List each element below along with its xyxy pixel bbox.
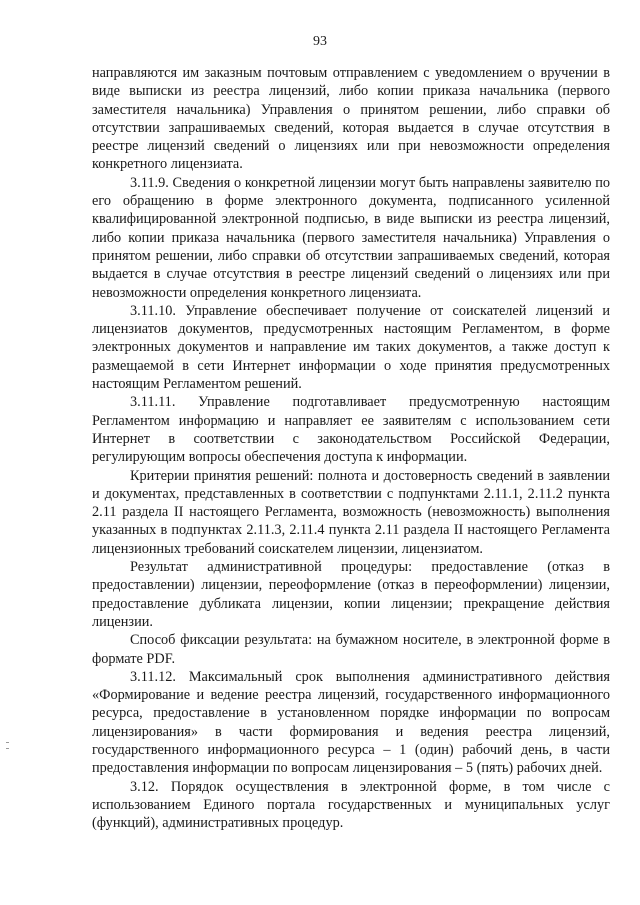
paragraph-3-11-11: 3.11.11. Управление подготавливает предусмотренную настоящим Регламентом информацию и направляет ее заявителям с использованием сети Интернет в соответствии с законодательством Российской Федерации, регулирующим вопросы обеспечения доступа к информации. [92, 394, 610, 466]
paragraph-procedure-result: Результат административной процедуры: предоставление (отказ в предоставлении) лицензии, переоформление (отказ в переоформлении) лицензии, предоставление дубликата лицензии, копии лицензии; прекращение действия лицензии. [92, 559, 610, 630]
document-body [92, 64, 610, 832]
paragraph-result-recording: Способ фиксации результата: на бумажном носителе, в электронной форме в формате PDF. [92, 632, 610, 667]
paragraph-3-11-9: 3.11.9. Сведения о конкретной лицензии могут быть направлены заявителю по его обращению в форме электронного документа, подписанного усиленной квалифицированной электронной подписью, в виде выписки из реестра лицензий, либо копии приказа начальника (первого заместителя начальника) Управления о принятом решении, либо справки об отсутствии запрашиваемых сведений, которая выдается в случае отсутствия в реестре лицензий сведений о лицензиях или при невозможности определения конкретного лицензиата. [92, 174, 610, 301]
paragraph-3-12: 3.12. Порядок осуществления в электронной форме, в том числе с использованием Единого портала государственных и муниципальных услуг (функций), административных процедур. [92, 778, 610, 832]
scan-artifact [6, 748, 9, 749]
scan-artifact [6, 742, 9, 743]
paragraph-continuation: направляются им заказным почтовым отправлением с уведомлением о вручении в виде выписки из реестра лицензий, либо копии приказа начальника (первого заместителя начальника) Управления о принятом решении, либо справки об отсутствии запрашиваемых сведений, которая выдается в случае отсутствия в реестре лицензий сведений о лицензиях или при невозможности определения конкретного лицензиата. [92, 65, 610, 173]
paragraph-decision-criteria: Критерии принятия решений: полнота и достоверность сведений в заявлении и документах, представленных в соответствии с подпунктами 2.11.1, 2.11.2 пункта 2.11 раздела II настоящего Регламента, возможность (невозможность) выполнения указанных в подпунктах 2.11.3, 2.11.4 пункта 2.11 раздела II настоящего Регламента лицензионных требований соискателем лицензии, лицензиатом. [92, 467, 610, 557]
paragraph-3-11-12: 3.11.12. Максимальный срок выполнения административного действия «Формирование и ведение реестра лицензий, государственного информационного ресурса, предоставление в установленном порядке информации по вопросам лицензирования» в части формирования и ведения реестра лицензий, государственного информационного ресурса – 1 (один) рабочий день, в части предоставления информации по вопросам лицензирования – 5 (пять) рабочих дней. [92, 668, 610, 777]
page-number: 93 [313, 34, 327, 49]
paragraph-3-11-10: 3.11.10. Управление обеспечивает получение от соискателей лицензий и лицензиатов документов, предусмотренных настоящим Регламентом, в форме электронных документов и направление им таких документов, а также доступ к размещаемой в сети Интернет информации о ходе принятия предусмотренных настоящим Регламентом решений. [92, 302, 610, 393]
